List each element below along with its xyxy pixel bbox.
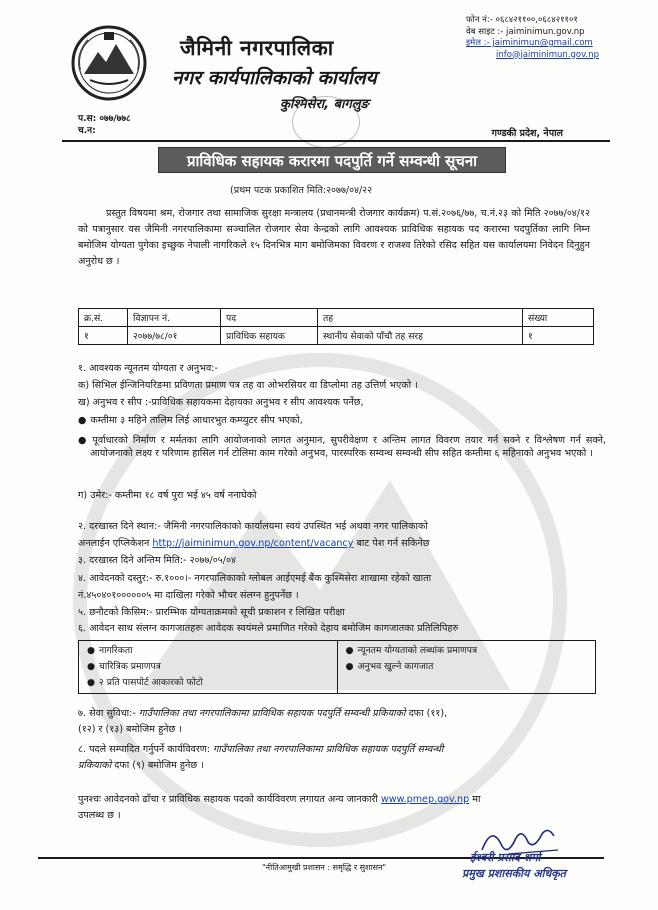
header-cell: संख्या [523, 309, 594, 327]
contact-email-2[interactable]: info@jaiminimun.gov.np [496, 49, 599, 60]
contact-website[interactable]: वेब साइट :- jaiminimun.gov.np [466, 26, 585, 37]
office-name: नगर कार्यपालिकाको कार्यालय [172, 67, 377, 89]
bullet-text: कम्तीमा ३ महिने तालिम लिई आधारभुत कम्प्युटर सीप भएको, [90, 415, 303, 426]
cell-ad-number: २०७७/७८/०१ [128, 327, 221, 345]
documents-right-column [337, 641, 596, 694]
list-item [346, 643, 588, 659]
doc-citizenship: नागरिकता [99, 645, 133, 656]
list-item [87, 675, 329, 691]
job-description-procedure-end: प्रकियाको [78, 760, 112, 771]
application-fee-account: नं.४५०४०१००००००५ मा दाखिला गरेको भौचर संलग्न हुनुपर्नेछ । [78, 590, 299, 601]
list-item [87, 659, 329, 675]
job-description-line2 [78, 759, 598, 772]
job-description-prefix: ८. पदले सम्पादित गर्नुपर्ने कार्यविवरण: [78, 744, 214, 755]
requirement-bullet-2 [78, 434, 606, 460]
application-place: २. दरखास्त दिने स्थान:- जैमिनी नगरपालिकाको कार्यालयमा स्वयं उपस्थित भई अथवा नगर पालिकाको [78, 521, 428, 532]
cell-post: प्राविधिक सहायक [221, 327, 318, 345]
postscript [78, 793, 598, 806]
province-label: गण्डकी प्रदेश, नेपाल [491, 128, 563, 139]
job-description-procedure: गाउँपालिका तथा नगरपालिकामा प्राविधिक सहायक पदपुर्ति सम्वन्धी [213, 744, 444, 755]
office-location: कुश्मिसेरा, बागलुङ [280, 97, 369, 112]
header-cell: विज्ञापन नं. [128, 309, 221, 327]
vacancy-table-header [79, 309, 594, 327]
online-prefix: अनलाईन एप्लिकेशन [78, 538, 153, 549]
benefits-procedure: गाउँपालिका तथा नगरपालिकामा प्राविधिक सहायक पदपुर्ति सम्वन्धी प्रकियाको [138, 708, 406, 719]
bullet-icon: ● [78, 415, 87, 426]
documents-table [78, 640, 596, 694]
signatory-name: ईश्वरी प्रसाद शर्मा [470, 851, 541, 864]
contact-email-1[interactable]: इमेल :- jaiminimun@gmail.com [466, 38, 593, 48]
postscript-prefix: पुनश्चः आवेदनको ढाँचा र प्राविधिक सहायक पदको कार्यविवरण लगायत अन्य जानकारी [78, 794, 381, 805]
doc-character-certificate: चारित्रिक प्रमाणपत्र [99, 661, 161, 672]
job-description [78, 743, 598, 756]
doc-experience: अनुभव खुल्ने कागजात [357, 661, 434, 672]
service-benefits-line2: (१२) र (१३) बमोजिम हुनेछ । [78, 724, 182, 735]
publish-date: (प्रथम पटक प्रकाशित मिति:२०७७/०४/२२ [230, 185, 373, 196]
list-item [87, 643, 329, 659]
attachments-heading: ६. आवेदन साथ संलग्न कागजातहरुः आवेदक स्वयंमले प्रमाणित गरेको देहाय बमोजिम कागजातका प्रतिलिपिहरु [78, 623, 459, 634]
dispatch-number: च.न: [78, 126, 96, 136]
requirement-b: ख) अनुभव र सीप :-प्राविधिक सहायकमा देहायका अनुभव र सीप आवश्यक पर्नेछ, [78, 397, 364, 408]
municipality-name: जैमिनी नगरपालिका [180, 36, 334, 60]
pmep-link[interactable]: www.pmep.gov.np [380, 794, 470, 805]
bullet-icon: ● [87, 677, 96, 688]
bullet-text: पूर्वाधारको निर्माण र मर्मतका लागि आयोजनाको लागत अनुमान, सुपरीवेक्षण र अन्तिम लागत विवरण तयार गर्न सक्ने र विश्लेषण गर्न सक्ने, आयोजनाको लक्ष्य र परिणाम हासिल गर्न टोलिमा काम गरेको अनुभव, पारस्परिक सम्वन्ध सम्वन्धी सीप सहित कम्तीमा ६ महिनाको अनुभव भएको । [90, 435, 606, 459]
requirement-a: क) सिभिल ईन्जिनियरिङमा प्रविणता प्रमाण पत्र तह वा ओभरसियर वा डिप्लोमा तह उत्तिर्ण भएको । [78, 380, 418, 391]
requirements-heading: १. आवश्यक न्यूनतम योग्यता र अनुभव:- [78, 363, 218, 374]
bullet-icon: ● [78, 435, 89, 446]
reference-block [78, 113, 131, 137]
cell-count: १ [523, 327, 594, 345]
intro-paragraph: प्रस्तुत विषयमा श्रम, रोजगार तथा सामाजिक सुरक्षा मन्त्रालय (प्रधानमन्त्री रोजगार कार्यक्रम) प.सं.२०७६/७७, च.नं.२३ को मिति २०७७/०४/१२ को पत्रानुसार यस जैमिनी नगरपालिकामा सञ्चालित रोजगार सेवा केन्द्रको लागि आवश्यक प्राविधिक सहायक पद करारमा पदपुर्तिका लागि निम्न बमोजिम योग्यता पुगेका इच्छुक नेपाली नागरिकले १५ दिनभित्र माग बमोजिमका विवरण र राजश्व तिरेको रसिद सहित यस कार्यालयमा निवेदन दिनुहुन अनुरोध छ । [78, 208, 590, 267]
postscript-line2: उपलब्ध छ । [78, 810, 121, 821]
table-row [79, 641, 596, 694]
requirement-bullet-1 [78, 414, 598, 427]
documents-left-column [79, 641, 338, 694]
application-deadline: ३. दरखास्त दिने अन्तिम मिति:- २०७७/०५/०४ [78, 555, 236, 566]
notice-banner: प्राविधिक सहायक करारमा पदपुर्ति गर्ने सम्वन्धी सूचना [158, 147, 506, 173]
letter-number: प.स: ०७७/७७८ [78, 114, 131, 124]
application-place-online [78, 537, 598, 550]
table-row [79, 327, 594, 345]
header-cell: तह [318, 309, 523, 327]
selection-method: ५. छनौटको किसिम:- प्रारम्भिक योग्यताक्रमको सूची प्रकाशन र लिखित परीक्षा [78, 607, 345, 618]
bullet-icon: ● [87, 645, 96, 656]
list-item [346, 659, 588, 675]
contact-block [466, 15, 636, 61]
signatory-title: प्रमुख प्रशासकीय अधिकृत [462, 867, 566, 880]
cell-level: स्थानीय सेवाको पाँचौ तह सरह [318, 327, 523, 345]
bullet-icon: ● [87, 661, 96, 672]
application-fee: ४. आवेदनको दस्तुर:- रु.१०००।- नगरपालिकाको ग्लोबल आईएमई बैंक कुश्मिसेरा शाखामा रहेको खाता [78, 573, 432, 584]
header-cell: क्र.सं. [79, 309, 128, 327]
doc-marksheet: न्यूनतम योग्यताको लब्धांक प्रमाणपत्र [357, 645, 478, 656]
vacancy-table [78, 308, 594, 345]
footer-motto: "नीतिआमुखी प्रशासन : समृद्धि र सुशासन" [262, 863, 387, 872]
cell-serial: १ [79, 327, 128, 345]
postscript-suffix: मा [469, 794, 481, 805]
contact-phone: फोन नं:- ०६८४२११००,०६८४२११०१ [466, 15, 578, 25]
header-cell: पद [221, 309, 318, 327]
benefits-prefix: ७. सेवा सुविधा:- [78, 708, 139, 719]
service-benefits [78, 707, 598, 720]
bullet-icon: ● [345, 645, 354, 656]
requirement-c: ग) उमेर:- कम्तीमा १८ वर्ष पुरा भई ४५ वर्ष ननाघेको [78, 490, 257, 501]
vacancy-link[interactable]: http://jaiminimun.gov.np/content/vacancy [152, 538, 354, 549]
bullet-icon: ● [345, 661, 354, 672]
job-description-suffix: दफा (९) बमोजिम हुनेछ । [111, 760, 204, 771]
municipality-emblem-icon [70, 24, 148, 102]
online-suffix: बाट पेश गर्न सकिनेछ [353, 538, 430, 549]
benefits-suffix: दफा (११), [405, 708, 448, 719]
header-divider [62, 140, 610, 142]
doc-photo: २ प्रति पासपोर्ट आकारको फोटो [99, 677, 203, 688]
